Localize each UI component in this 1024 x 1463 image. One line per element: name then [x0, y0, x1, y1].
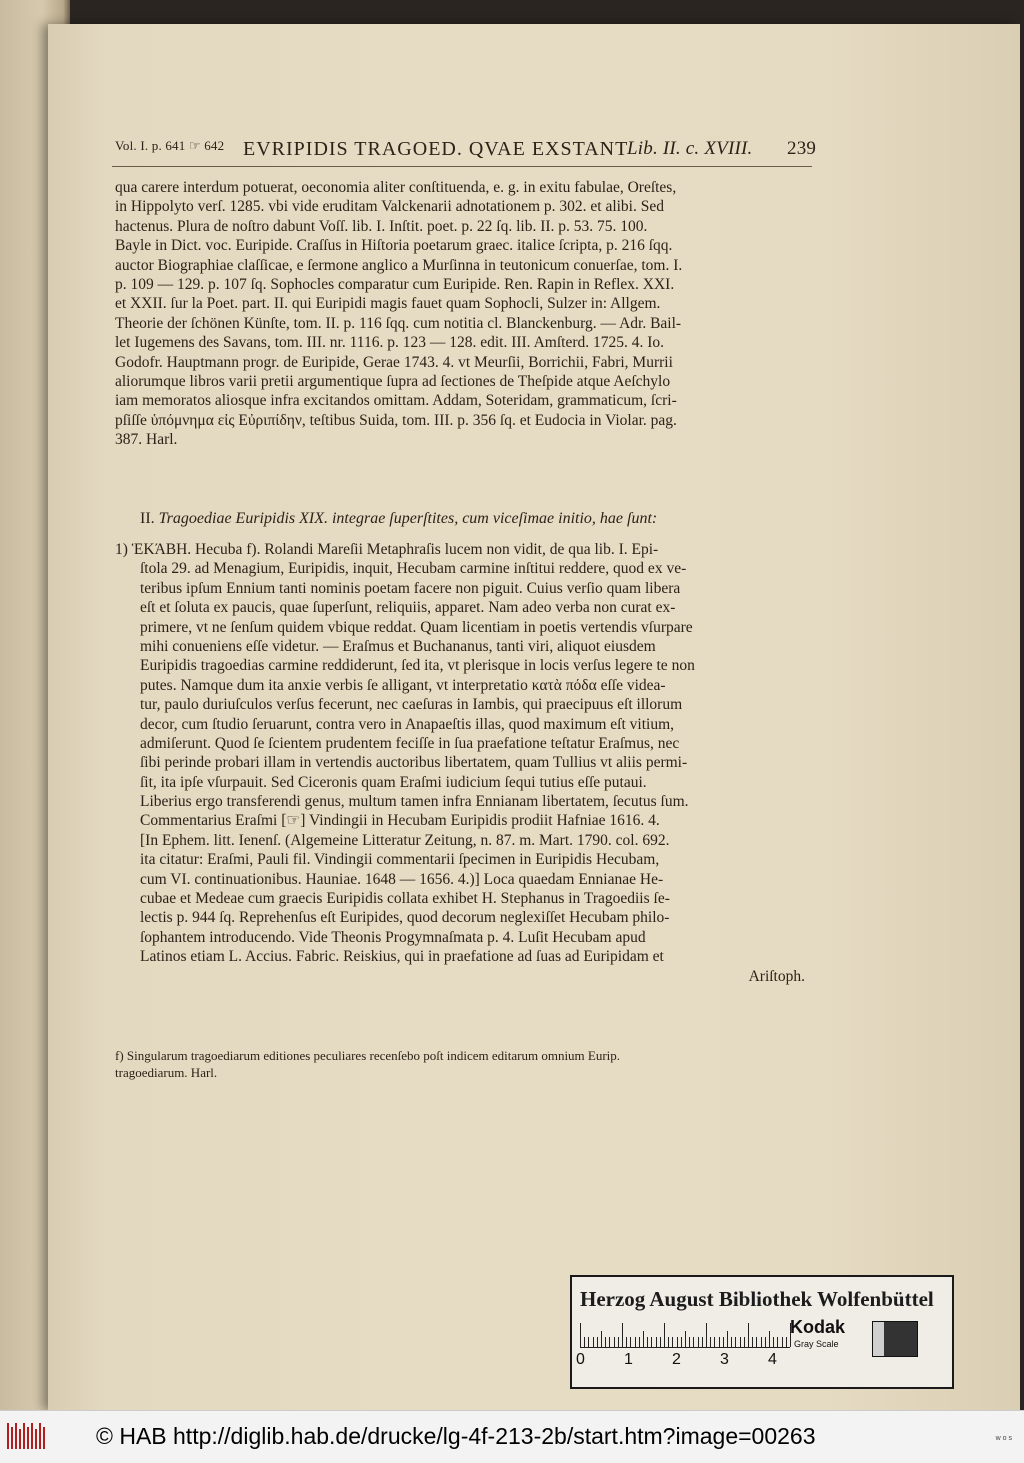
ruler-tick	[782, 1337, 783, 1347]
ruler-tick	[685, 1331, 686, 1347]
kodak-logo: Kodak	[790, 1317, 846, 1337]
item-entry-hecuba	[115, 540, 815, 986]
footnote-line: f) Singularum tragoediarum editiones peculiares recenſebo poſt indicem editarum omnium Eurip.	[115, 1048, 621, 1063]
ruler-tick	[681, 1337, 682, 1347]
text-line: aliorumque libros varii pretii argumentique ſupra ad ſectiones de Theſpide atque Aeſchylo	[115, 372, 671, 390]
ruler-tick	[765, 1337, 766, 1347]
footnote-line: tragoediarum. Harl.	[115, 1065, 218, 1080]
ruler-tick	[651, 1337, 652, 1347]
ruler-tick	[597, 1337, 598, 1347]
ruler-tick	[664, 1323, 665, 1347]
running-title: EVRIPIDIS TRAGOED. QVAE EXSTANT	[243, 138, 629, 160]
text-line: Godofr. Hauptmann progr. de Euripide, Gerae 1743. 4. vt Meurſii, Borrichii, Fabri, Murrii	[115, 353, 673, 371]
ruler-number: 4	[768, 1351, 777, 1368]
text-line: Commentarius Eraſmi [☞] Vindingii in Hecubam Euripidis prodiit Hafniae 1616. 4.	[140, 812, 660, 830]
gray-scale-label: Gray Scale	[794, 1339, 839, 1349]
text-line: hactenus. Plura de noſtro dabunt Voſſ. lib. I. Inſtit. poet. p. 22 ſq. lib. II. p. 53. 75. 100.	[115, 217, 648, 235]
footer-bar	[0, 1410, 1024, 1463]
ruler-tick	[702, 1337, 703, 1347]
ruler-number: 0	[576, 1351, 585, 1368]
section-heading	[140, 510, 657, 528]
institution-label: Herzog August Bibliothek Wolfenbüttel	[580, 1287, 934, 1311]
text-line: 387. Harl.	[115, 431, 178, 449]
text-line: let Iugemens des Savans, tom. III. nr. 1116. p. 123 — 128. edit. III. Amſterd. 1725. 4. Io.	[115, 334, 665, 352]
text-line: p. 109 — 129. p. 107 ſq. Sophocles comparatur cum Euripide. Ren. Rapin in Reflex. XXI.	[115, 275, 675, 293]
text-line: tur, paulo duriuſculos verſus fecerunt, nec caeſuras in Iambis, qui praecipuus eſt illorum	[140, 696, 683, 714]
measurement-ruler	[580, 1321, 790, 1348]
ruler-tick	[693, 1337, 694, 1347]
ruler-tick	[710, 1337, 711, 1347]
ruler-tick	[601, 1331, 602, 1347]
ruler-tick	[731, 1337, 732, 1347]
ruler-number: 3	[720, 1351, 729, 1368]
page-number: 239	[787, 138, 817, 159]
text-line: decor, cum ſtudio ſeruarunt, contra vero in Anapaeſtis illas, quod maximum eſt vitium,	[140, 715, 675, 733]
text-line: ita citatur: Eraſmi, Pauli fil. Vindingii commentarii ſpecimen in Euripidis Hecubam,	[140, 851, 660, 869]
text-line: Liberius ergo transferendi genus, multum tamen infra Ennianam libertatem, ſecutus ſum.	[140, 793, 689, 811]
gray-scale-swatch	[872, 1321, 918, 1357]
text-line: Bayle in Dict. voc. Euripide. Craſſus in Hiſtoria poetarum graec. italice ſcripta, p. 216 ſqq.	[115, 237, 673, 255]
text-line: cubae et Medeae cum graecis Euripidis collata exhibet H. Stephanus in Tragoediis ſe-	[140, 890, 670, 908]
ruler-tick	[744, 1337, 745, 1347]
ruler-tick	[719, 1337, 720, 1347]
copyright-permalink[interactable]: © HAB http://diglib.hab.de/drucke/lg-4f-213-2b/start.htm?image=00263	[96, 1423, 816, 1449]
ruler-tick	[660, 1337, 661, 1347]
text-line: ſophantem introducendo. Vide Theonis Progymnaſmata p. 4. Luſit Hecubam apud	[140, 928, 646, 946]
ruler-tick	[727, 1331, 728, 1347]
header-rule	[112, 166, 812, 167]
ruler-tick	[752, 1337, 753, 1347]
text-line: Latinos etiam L. Accius. Fabric. Reiskius, qui in praefatione ad ſuas ad Euripidam et	[140, 948, 664, 966]
section-numeral: II.	[140, 510, 155, 527]
text-line: teribus ipſum Ennium tanti nominis poetam facere non piguit. Cuius verſio quam libera	[140, 579, 681, 597]
text-line: Ariſtoph.	[748, 967, 805, 985]
text-line: ſit, ita ipſe vſurpauit. Sed Ciceronis quam Eraſmi iudicium ſequi tutius eſſe putaui.	[140, 773, 647, 791]
ruler-tick	[626, 1337, 627, 1347]
ruler-tick	[643, 1331, 644, 1347]
ruler-tick	[761, 1337, 762, 1347]
body-paragraph	[115, 178, 815, 449]
ruler-tick	[609, 1337, 610, 1347]
ruler-tick	[618, 1337, 619, 1347]
ruler-tick	[588, 1337, 589, 1347]
ruler-tick	[584, 1337, 585, 1347]
ruler-tick	[580, 1323, 581, 1347]
ruler-tick	[593, 1337, 594, 1347]
section-title: Tragoediae Euripidis XIX. integrae ſuperſtites, cum viceſimae initio, hae ſunt:	[158, 510, 658, 527]
ruler-tick	[698, 1337, 699, 1347]
color-target-card	[570, 1275, 954, 1389]
ruler-tick	[756, 1337, 757, 1347]
text-line: iam memoratos aliosque infra excitandos omittam. Addam, Soteridam, grammaticum, ſcri-	[115, 392, 677, 410]
ruler-number: 2	[672, 1351, 681, 1368]
book-chapter-reference: Lib. II. c. XVIII.	[627, 138, 753, 159]
text-line: 1) ἙΚΆΒΗ. Hecuba f). Rolandi Mareſii Metaphraſis lucem non vidit, de qua lib. I. Epi-	[115, 541, 659, 558]
footnote	[115, 1047, 805, 1081]
ruler-tick	[677, 1337, 678, 1347]
corner-mark: w o s	[995, 1435, 1012, 1442]
ruler-tick	[706, 1323, 707, 1347]
ruler-tick	[714, 1337, 715, 1347]
text-line: admiſerunt. Quod ſe ſcientem prudentem feciſſe in ſua praefatione teſtatur Eraſmus, nec	[140, 734, 680, 752]
text-line: [In Ephem. litt. Ienenſ. (Algemeine Litteratur Zeitung, n. 87. m. Mart. 1790. col. 692.	[140, 831, 670, 849]
text-line: primere, vt ne ſenſum quidem vbique reddat. Quam licentiam in poetis vertendis vſurpare	[140, 618, 693, 636]
ruler-tick	[786, 1337, 787, 1347]
text-line: Euripidis tragoedias carmine reddiderunt, ſed ita, vt plerisque in locis verſus legere te non	[140, 657, 695, 675]
ruler-tick	[647, 1337, 648, 1347]
ruler-tick	[668, 1337, 669, 1347]
volume-reference: Vol. I. p. 641 ☞ 642	[115, 138, 225, 153]
text-line: et XXII. ſur la Poet. part. II. qui Euripidi magis fauet quam Sophocli, Sulzer in: Allgem.	[115, 295, 661, 313]
hab-logo-icon	[6, 1421, 46, 1451]
ruler-tick	[773, 1337, 774, 1347]
text-line: eſt et ſoluta ex paucis, quae ſuperſunt, reliquiis, apparet. Nam adeo verba non curat ex-	[140, 599, 676, 617]
ruler-tick	[777, 1337, 778, 1347]
ruler-tick	[735, 1337, 736, 1347]
text-line: mihi conueniens eſſe videtur. — Eraſmus et Buchananus, tanti viri, aliquot eiusdem	[140, 637, 656, 655]
ruler-tick	[748, 1323, 749, 1347]
text-line: auctor Biographiae claſſicae, e ſermone anglico a Murſinna in teutonicum conuerſae, tom. I.	[115, 256, 683, 274]
text-line: lectis p. 944 ſq. Reprehenſus eſt Euripides, quod decorum neglexiſſet Hecubam philo-	[140, 909, 670, 927]
text-line: ſibi perinde probari illam in vertendis auctoribus libertatem, quam Tullius vt aliis permi-	[140, 754, 688, 772]
ruler-tick	[689, 1337, 690, 1347]
ruler-tick	[630, 1337, 631, 1347]
ruler-tick	[622, 1323, 623, 1347]
ruler-tick	[723, 1337, 724, 1347]
running-head	[115, 138, 815, 168]
text-line: qua carere interdum potuerat, oeconomia aliter conſtituenda, e. g. in exitu fabulae, Oreſtes,	[115, 179, 677, 196]
text-line: putes. Namque dum ita anxie verbis ſe alligant, vt interpretatio κατὰ πόδα eſſe videa-	[140, 676, 666, 694]
ruler-number: 1	[624, 1351, 633, 1368]
ruler-tick	[740, 1337, 741, 1347]
text-line: Theorie der ſchönen Künſte, tom. II. p. 116 ſqq. cum notitia cl. Blanckenburg. — Adr. Bail-	[115, 314, 682, 332]
ruler-tick	[656, 1337, 657, 1347]
text-line: in Hippolyto verſ. 1285. vbi vide eruditam Valckenarii adnotationem p. 302. et alibi. Sed	[115, 198, 664, 216]
text-line: cum VI. continuationibus. Hauniae. 1648 — 1656. 4.)] Loca quaedam Ennianae He-	[140, 870, 664, 888]
ruler-tick	[769, 1331, 770, 1347]
ruler-tick	[605, 1337, 606, 1347]
ruler-tick	[635, 1337, 636, 1347]
ruler-tick	[614, 1337, 615, 1347]
ruler-tick	[672, 1337, 673, 1347]
text-line: pſiſſe ὑπόμνημα εἰς Εὐριπίδην, teſtibus Suida, tom. III. p. 356 ſq. et Eudocia in Violar. pag.	[115, 411, 677, 429]
ruler-tick	[639, 1337, 640, 1347]
text-line: ſtola 29. ad Menagium, Euripidis, inquit, Hecubam carmine inſtitui reddere, quod ex ve-	[140, 560, 687, 578]
